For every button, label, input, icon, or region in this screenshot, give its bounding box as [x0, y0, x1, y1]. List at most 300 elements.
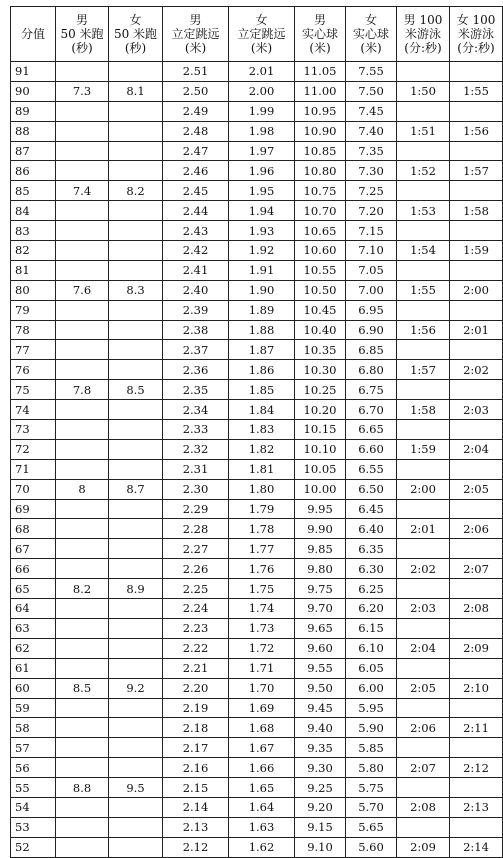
- cell-female-medicine-ball: 5.70: [346, 797, 397, 817]
- cell-male-medicine-ball: 10.25: [295, 380, 346, 400]
- cell-male-50m: 8.2: [56, 579, 109, 599]
- cell-score: 71: [11, 459, 56, 479]
- cell-male-50m: 7.3: [56, 81, 109, 101]
- table-row: [11, 678, 503, 698]
- cell-female-50m: [109, 559, 163, 579]
- cell-male-50m: [56, 121, 109, 141]
- cell-female-long-jump: 1.86: [229, 360, 295, 380]
- table-row: [11, 499, 503, 519]
- cell-female-100m-swim: 2:12: [450, 758, 503, 778]
- cell-male-100m-swim: [397, 300, 450, 320]
- cell-male-medicine-ball: 9.35: [295, 738, 346, 758]
- cell-female-long-jump: 1.85: [229, 380, 295, 400]
- table-row: [11, 539, 503, 559]
- table-row: [11, 439, 503, 459]
- header-line: 女: [129, 13, 142, 27]
- cell-female-50m: 8.3: [109, 280, 163, 300]
- cell-male-50m: [56, 62, 109, 82]
- cell-female-100m-swim: [450, 499, 503, 519]
- cell-male-100m-swim: 1:57: [397, 360, 450, 380]
- cell-female-100m-swim: [450, 181, 503, 201]
- cell-male-long-jump: 2.16: [163, 758, 229, 778]
- cell-male-long-jump: 2.27: [163, 539, 229, 559]
- cell-female-50m: [109, 101, 163, 121]
- table-row: [11, 300, 503, 320]
- cell-female-50m: [109, 738, 163, 758]
- cell-female-medicine-ball: 6.45: [346, 499, 397, 519]
- cell-female-50m: [109, 539, 163, 559]
- cell-female-long-jump: 1.90: [229, 280, 295, 300]
- cell-score: 75: [11, 380, 56, 400]
- cell-female-long-jump: 1.62: [229, 837, 295, 857]
- cell-female-medicine-ball: 7.10: [346, 241, 397, 261]
- cell-male-medicine-ball: 9.25: [295, 778, 346, 798]
- cell-score: 72: [11, 439, 56, 459]
- cell-male-100m-swim: [397, 579, 450, 599]
- cell-female-100m-swim: [450, 459, 503, 479]
- cell-female-medicine-ball: 6.40: [346, 519, 397, 539]
- cell-male-long-jump: 2.29: [163, 499, 229, 519]
- cell-male-long-jump: 2.47: [163, 141, 229, 161]
- cell-score: 85: [11, 181, 56, 201]
- cell-female-100m-swim: 2:00: [450, 280, 503, 300]
- cell-male-medicine-ball: 10.95: [295, 101, 346, 121]
- cell-male-50m: [56, 559, 109, 579]
- cell-female-50m: [109, 499, 163, 519]
- cell-male-long-jump: 2.21: [163, 658, 229, 678]
- cell-female-100m-swim: 1:56: [450, 121, 503, 141]
- cell-male-long-jump: 2.15: [163, 778, 229, 798]
- cell-female-medicine-ball: 6.15: [346, 618, 397, 638]
- cell-female-long-jump: 1.98: [229, 121, 295, 141]
- cell-male-long-jump: 2.49: [163, 101, 229, 121]
- cell-female-50m: [109, 519, 163, 539]
- cell-female-medicine-ball: 6.05: [346, 658, 397, 678]
- cell-female-medicine-ball: 5.85: [346, 738, 397, 758]
- table-row: [11, 519, 503, 539]
- cell-male-long-jump: 2.12: [163, 837, 229, 857]
- cell-male-medicine-ball: 9.80: [295, 559, 346, 579]
- cell-male-long-jump: 2.34: [163, 400, 229, 420]
- cell-male-50m: [56, 439, 109, 459]
- cell-score: 64: [11, 599, 56, 619]
- cell-female-50m: [109, 221, 163, 241]
- cell-female-100m-swim: [450, 817, 503, 837]
- cell-male-long-jump: 2.35: [163, 380, 229, 400]
- cell-male-medicine-ball: 9.50: [295, 678, 346, 698]
- cell-male-50m: [56, 161, 109, 181]
- table-row: [11, 161, 503, 181]
- cell-score: 78: [11, 320, 56, 340]
- header-line: (分:秒): [404, 41, 442, 55]
- header-line: 50 米跑: [60, 27, 104, 41]
- cell-male-medicine-ball: 10.70: [295, 201, 346, 221]
- cell-score: 60: [11, 678, 56, 698]
- cell-male-long-jump: 2.46: [163, 161, 229, 181]
- cell-male-medicine-ball: 10.05: [295, 459, 346, 479]
- cell-male-100m-swim: [397, 459, 450, 479]
- cell-male-50m: [56, 758, 109, 778]
- cell-score: 81: [11, 260, 56, 280]
- cell-score: 74: [11, 400, 56, 420]
- header-line: 立定跳远: [171, 27, 220, 41]
- cell-male-medicine-ball: 10.50: [295, 280, 346, 300]
- cell-female-50m: [109, 260, 163, 280]
- cell-female-long-jump: 1.89: [229, 300, 295, 320]
- table-row: [11, 658, 503, 678]
- cell-male-medicine-ball: 9.65: [295, 618, 346, 638]
- cell-male-50m: [56, 141, 109, 161]
- cell-male-50m: [56, 300, 109, 320]
- cell-male-long-jump: 2.26: [163, 559, 229, 579]
- cell-female-100m-swim: [450, 618, 503, 638]
- cell-female-50m: [109, 758, 163, 778]
- cell-score: 59: [11, 698, 56, 718]
- cell-female-long-jump: 1.94: [229, 201, 295, 221]
- cell-male-100m-swim: 1:59: [397, 439, 450, 459]
- cell-female-50m: [109, 797, 163, 817]
- cell-male-100m-swim: [397, 340, 450, 360]
- cell-female-medicine-ball: 7.55: [346, 62, 397, 82]
- cell-score: 63: [11, 618, 56, 638]
- cell-female-100m-swim: [450, 221, 503, 241]
- cell-score: 89: [11, 101, 56, 121]
- table-header-row: [11, 7, 503, 62]
- cell-male-100m-swim: [397, 101, 450, 121]
- header-line: 米游泳: [457, 27, 494, 41]
- table-row: [11, 579, 503, 599]
- cell-female-100m-swim: [450, 778, 503, 798]
- cell-male-long-jump: 2.40: [163, 280, 229, 300]
- cell-score: 54: [11, 797, 56, 817]
- cell-female-medicine-ball: 7.00: [346, 280, 397, 300]
- cell-female-medicine-ball: 7.35: [346, 141, 397, 161]
- cell-male-100m-swim: [397, 181, 450, 201]
- cell-female-50m: [109, 459, 163, 479]
- header-line: 女: [255, 13, 268, 27]
- cell-male-100m-swim: 1:56: [397, 320, 450, 340]
- cell-female-50m: 8.2: [109, 181, 163, 201]
- cell-female-long-jump: 1.77: [229, 539, 295, 559]
- cell-female-long-jump: 1.87: [229, 340, 295, 360]
- cell-male-medicine-ball: 9.40: [295, 718, 346, 738]
- cell-score: 57: [11, 738, 56, 758]
- cell-male-medicine-ball: 10.45: [295, 300, 346, 320]
- cell-male-50m: [56, 201, 109, 221]
- cell-male-medicine-ball: 10.20: [295, 400, 346, 420]
- cell-male-50m: [56, 499, 109, 519]
- cell-male-long-jump: 2.24: [163, 599, 229, 619]
- cell-male-medicine-ball: 9.85: [295, 539, 346, 559]
- cell-score: 56: [11, 758, 56, 778]
- cell-male-medicine-ball: 9.10: [295, 837, 346, 857]
- cell-male-100m-swim: 2:06: [397, 718, 450, 738]
- cell-female-medicine-ball: 6.65: [346, 420, 397, 440]
- cell-female-medicine-ball: 6.35: [346, 539, 397, 559]
- cell-male-100m-swim: [397, 62, 450, 82]
- cell-female-long-jump: 1.68: [229, 718, 295, 738]
- cell-female-long-jump: 1.84: [229, 400, 295, 420]
- cell-male-50m: [56, 101, 109, 121]
- cell-male-long-jump: 2.22: [163, 638, 229, 658]
- header-line: 男: [313, 13, 326, 27]
- cell-male-long-jump: 2.25: [163, 579, 229, 599]
- header-line: 实心球: [301, 27, 338, 41]
- header-male-long-jump: [163, 7, 229, 62]
- cell-female-long-jump: 1.96: [229, 161, 295, 181]
- cell-male-long-jump: 2.45: [163, 181, 229, 201]
- cell-male-100m-swim: 1:54: [397, 241, 450, 261]
- cell-female-long-jump: 1.79: [229, 499, 295, 519]
- cell-female-100m-swim: [450, 579, 503, 599]
- cell-score: 53: [11, 817, 56, 837]
- cell-male-100m-swim: [397, 539, 450, 559]
- cell-male-medicine-ball: 10.60: [295, 241, 346, 261]
- cell-score: 73: [11, 420, 56, 440]
- table-row: [11, 62, 503, 82]
- cell-female-long-jump: 1.95: [229, 181, 295, 201]
- cell-female-medicine-ball: 5.90: [346, 718, 397, 738]
- cell-male-50m: [56, 817, 109, 837]
- cell-male-50m: 7.6: [56, 280, 109, 300]
- header-line: 分值: [20, 27, 45, 41]
- cell-male-100m-swim: 2:00: [397, 479, 450, 499]
- cell-score: 62: [11, 638, 56, 658]
- cell-male-medicine-ball: 10.80: [295, 161, 346, 181]
- cell-female-100m-swim: 2:04: [450, 439, 503, 459]
- cell-female-medicine-ball: 6.30: [346, 559, 397, 579]
- cell-female-long-jump: 1.81: [229, 459, 295, 479]
- cell-female-100m-swim: [450, 340, 503, 360]
- cell-male-50m: 8.5: [56, 678, 109, 698]
- header-line: 男: [75, 13, 88, 27]
- header-line: 实心球: [352, 27, 389, 41]
- cell-male-long-jump: 2.20: [163, 678, 229, 698]
- cell-male-long-jump: 2.30: [163, 479, 229, 499]
- cell-male-medicine-ball: 10.15: [295, 420, 346, 440]
- cell-female-100m-swim: [450, 738, 503, 758]
- cell-male-100m-swim: [397, 420, 450, 440]
- cell-female-50m: 8.5: [109, 380, 163, 400]
- table-row: [11, 758, 503, 778]
- cell-female-50m: [109, 360, 163, 380]
- table-row: [11, 241, 503, 261]
- cell-male-50m: [56, 241, 109, 261]
- table-row: [11, 221, 503, 241]
- cell-female-medicine-ball: 7.15: [346, 221, 397, 241]
- cell-female-100m-swim: 1:59: [450, 241, 503, 261]
- cell-score: 69: [11, 499, 56, 519]
- cell-score: 91: [11, 62, 56, 82]
- table-body: [11, 62, 503, 858]
- table-row: [11, 479, 503, 499]
- header-line: (米): [309, 41, 331, 55]
- cell-score: 67: [11, 539, 56, 559]
- cell-female-medicine-ball: 7.25: [346, 181, 397, 201]
- cell-male-50m: [56, 797, 109, 817]
- cell-male-100m-swim: 2:05: [397, 678, 450, 698]
- cell-female-50m: [109, 420, 163, 440]
- cell-male-long-jump: 2.33: [163, 420, 229, 440]
- cell-female-50m: [109, 161, 163, 181]
- cell-male-100m-swim: 1:50: [397, 81, 450, 101]
- cell-male-long-jump: 2.48: [163, 121, 229, 141]
- cell-female-100m-swim: 2:09: [450, 638, 503, 658]
- table-row: [11, 618, 503, 638]
- cell-female-100m-swim: 1:57: [450, 161, 503, 181]
- cell-female-medicine-ball: 7.50: [346, 81, 397, 101]
- cell-male-long-jump: 2.41: [163, 260, 229, 280]
- cell-score: 65: [11, 579, 56, 599]
- table-row: [11, 420, 503, 440]
- header-female-long-jump: [229, 7, 295, 62]
- cell-male-long-jump: 2.50: [163, 81, 229, 101]
- header-line: 50 米跑: [113, 27, 158, 41]
- cell-male-100m-swim: 1:53: [397, 201, 450, 221]
- cell-female-medicine-ball: 6.25: [346, 579, 397, 599]
- cell-male-medicine-ball: 9.30: [295, 758, 346, 778]
- cell-female-long-jump: 1.67: [229, 738, 295, 758]
- cell-male-50m: 7.4: [56, 181, 109, 201]
- cell-female-medicine-ball: 7.05: [346, 260, 397, 280]
- cell-female-100m-swim: 2:03: [450, 400, 503, 420]
- cell-male-50m: [56, 837, 109, 857]
- table-row: [11, 459, 503, 479]
- cell-score: 66: [11, 559, 56, 579]
- header-male-100m-swim: [397, 7, 450, 62]
- cell-male-medicine-ball: 11.00: [295, 81, 346, 101]
- cell-female-50m: [109, 658, 163, 678]
- table-row: [11, 380, 503, 400]
- cell-male-100m-swim: [397, 260, 450, 280]
- cell-female-100m-swim: 2:07: [450, 559, 503, 579]
- cell-male-50m: [56, 260, 109, 280]
- header-line: (秒): [124, 41, 147, 55]
- cell-male-100m-swim: 2:09: [397, 837, 450, 857]
- cell-female-long-jump: 1.97: [229, 141, 295, 161]
- cell-female-50m: [109, 439, 163, 459]
- cell-female-100m-swim: 2:10: [450, 678, 503, 698]
- cell-female-medicine-ball: 7.20: [346, 201, 397, 221]
- cell-male-100m-swim: [397, 221, 450, 241]
- cell-female-long-jump: 1.78: [229, 519, 295, 539]
- table-row: [11, 121, 503, 141]
- cell-female-100m-swim: 2:01: [450, 320, 503, 340]
- cell-male-medicine-ball: 10.90: [295, 121, 346, 141]
- cell-female-50m: [109, 718, 163, 738]
- cell-male-100m-swim: 2:03: [397, 599, 450, 619]
- table-row: [11, 778, 503, 798]
- cell-female-100m-swim: 2:13: [450, 797, 503, 817]
- cell-score: 86: [11, 161, 56, 181]
- cell-female-long-jump: 1.70: [229, 678, 295, 698]
- cell-female-medicine-ball: 7.30: [346, 161, 397, 181]
- cell-score: 90: [11, 81, 56, 101]
- table-row: [11, 698, 503, 718]
- header-line: 男 100: [403, 13, 443, 27]
- header-line: 女: [364, 13, 377, 27]
- cell-female-50m: 9.2: [109, 678, 163, 698]
- cell-female-long-jump: 1.83: [229, 420, 295, 440]
- cell-female-medicine-ball: 6.90: [346, 320, 397, 340]
- cell-male-100m-swim: 2:01: [397, 519, 450, 539]
- cell-male-100m-swim: [397, 380, 450, 400]
- cell-female-100m-swim: 2:02: [450, 360, 503, 380]
- cell-male-50m: [56, 459, 109, 479]
- cell-male-long-jump: 2.14: [163, 797, 229, 817]
- cell-female-medicine-ball: 6.50: [346, 479, 397, 499]
- cell-female-long-jump: 1.75: [229, 579, 295, 599]
- cell-male-100m-swim: 1:51: [397, 121, 450, 141]
- cell-female-50m: 8.7: [109, 479, 163, 499]
- cell-female-50m: [109, 400, 163, 420]
- table-row: [11, 718, 503, 738]
- cell-female-medicine-ball: 6.75: [346, 380, 397, 400]
- cell-female-medicine-ball: 6.95: [346, 300, 397, 320]
- cell-female-100m-swim: [450, 260, 503, 280]
- cell-male-medicine-ball: 10.65: [295, 221, 346, 241]
- table-row: [11, 260, 503, 280]
- cell-male-medicine-ball: 10.10: [295, 439, 346, 459]
- cell-female-50m: [109, 320, 163, 340]
- cell-female-50m: [109, 62, 163, 82]
- cell-female-medicine-ball: 6.55: [346, 459, 397, 479]
- score-table: [10, 6, 503, 858]
- header-line: (米): [360, 41, 382, 55]
- cell-score: 84: [11, 201, 56, 221]
- cell-male-50m: [56, 658, 109, 678]
- cell-male-50m: [56, 420, 109, 440]
- cell-male-100m-swim: 2:02: [397, 559, 450, 579]
- cell-male-long-jump: 2.42: [163, 241, 229, 261]
- cell-female-100m-swim: [450, 658, 503, 678]
- cell-male-100m-swim: [397, 778, 450, 798]
- cell-male-medicine-ball: 9.55: [295, 658, 346, 678]
- cell-score: 76: [11, 360, 56, 380]
- cell-female-100m-swim: [450, 62, 503, 82]
- table-row: [11, 797, 503, 817]
- cell-female-long-jump: 2.01: [229, 62, 295, 82]
- cell-female-medicine-ball: 5.80: [346, 758, 397, 778]
- cell-female-long-jump: 1.91: [229, 260, 295, 280]
- cell-female-50m: [109, 599, 163, 619]
- cell-male-medicine-ball: 10.75: [295, 181, 346, 201]
- cell-female-50m: 8.1: [109, 81, 163, 101]
- cell-female-long-jump: 1.63: [229, 817, 295, 837]
- cell-female-100m-swim: [450, 300, 503, 320]
- header-line: 米游泳: [404, 27, 441, 41]
- cell-female-100m-swim: 2:14: [450, 837, 503, 857]
- cell-male-long-jump: 2.43: [163, 221, 229, 241]
- cell-female-50m: [109, 141, 163, 161]
- table-row: [11, 320, 503, 340]
- cell-male-100m-swim: 2:07: [397, 758, 450, 778]
- cell-score: 58: [11, 718, 56, 738]
- cell-female-100m-swim: 1:58: [450, 201, 503, 221]
- cell-male-medicine-ball: 9.75: [295, 579, 346, 599]
- cell-female-long-jump: 1.99: [229, 101, 295, 121]
- cell-male-long-jump: 2.37: [163, 340, 229, 360]
- cell-male-50m: 8.8: [56, 778, 109, 798]
- header-line: (分:秒): [457, 41, 495, 55]
- header-line: 男: [189, 13, 202, 27]
- cell-female-medicine-ball: 5.60: [346, 837, 397, 857]
- cell-female-50m: [109, 121, 163, 141]
- cell-male-50m: [56, 698, 109, 718]
- cell-female-50m: [109, 837, 163, 857]
- cell-female-long-jump: 1.88: [229, 320, 295, 340]
- cell-male-50m: [56, 738, 109, 758]
